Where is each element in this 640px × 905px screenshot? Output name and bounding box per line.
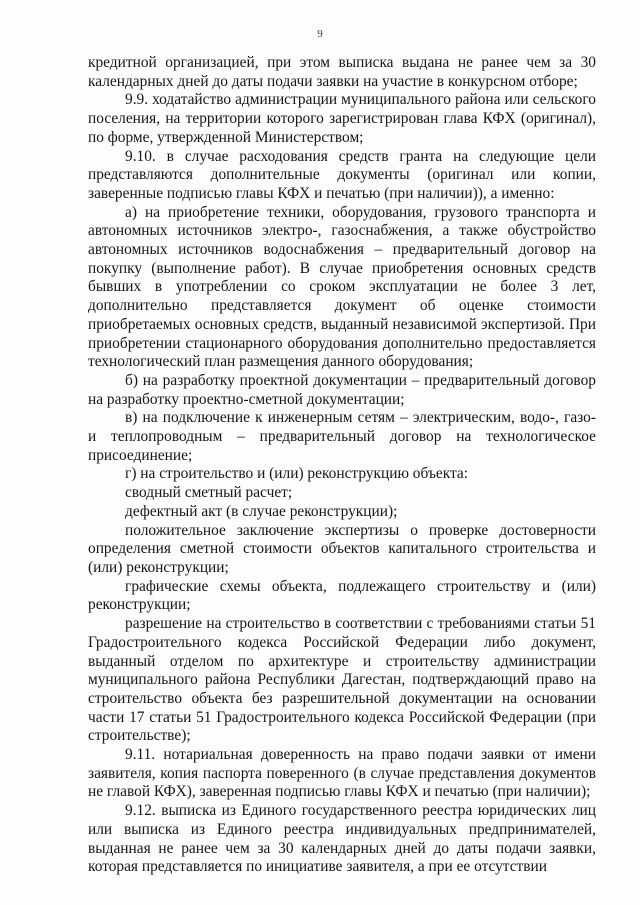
paragraph: 9.12. выписка из Единого государственного реестра юридических лиц или выписка из Единого реестра индивидуальных предпринимателей, выданная не ранее чем за 30 календарных дней до даты подачи заявки, которая представляется по инициативе заявителя, а при ее отсутствии [88,802,596,876]
paragraph: г) на строительство и (или) реконструкцию объекта: [125,465,469,483]
document-body [88,54,596,877]
paragraph: 9.9. ходатайство администрации муниципального района или сельского поселения, на территории которого зарегистрирован глава КФХ (оригинал), по форме, утвержденной Министерством; [88,91,596,146]
paragraph: 9.10. в случае расходования средств гранта на следующие цели представляются дополнительные документы (оригинал или копии, заверенные подписью главы КФХ и печатью (при наличии)), а именно: [88,147,596,202]
paragraph: графические схемы объекта, подлежащего строительству и (или) реконструкции; [88,577,596,614]
paragraph: сводный сметный расчет; [125,484,293,502]
paragraph: в) на подключение к инженерным сетям – электрическим, водо-, газо- и теплопроводным – предварительный договор на технологическое присоединение; [88,409,596,464]
page-number: 9 [317,28,323,40]
paragraph: дефектный акт (в случае реконструкции); [125,502,398,520]
paragraph: положительное заключение экспертизы о проверке достоверности определения сметной стоимости объектов капитального строительства и (или) реконструкции; [88,521,596,576]
paragraph: а) на приобретение техники, оборудования, грузового транспорта и автономных источников электро-, газоснабжения, а также обустройство автономных источников водоснабжения – предварительный договор на покупку (выполнение работ). В случае приобретения основных средств бывших в употреблении со сроком эксплуатации не более 3 лет, дополнительно представляется документ об оценке стоимости приобретаемых основных средств, выданный независимой экспертизой. При приобретении стационарного оборудования дополнительно предоставляется технологический план размещения данного оборудования; [88,203,596,371]
paragraph: 9.11. нотариальная доверенность на право подачи заявки от имени заявителя, копия паспорта поверенного (в случае представления документов не главой КФХ), заверенная подписью главы КФХ и печатью (при наличии); [88,746,596,801]
paragraph: разрешение на строительство в соответствии с требованиями статьи 51 Градостроительного кодекса Российской Федерации либо документ, выданный отделом по архитектуре и строительству администрации муниципального района Республики Дагестан, подтверждающий право на строительство объекта без разрешительной документации на основании части 17 статьи 51 Градостроительного кодекса Российской Федерации (при строительстве); [88,615,596,745]
paragraph: кредитной организацией, при этом выписка выдана не ранее чем за 30 календарных дней до даты подачи заявки на участие в конкурсном отборе; [88,54,596,90]
paragraph: б) на разработку проектной документации – предварительный договор на разработку проектно-сметной документации; [88,371,596,408]
